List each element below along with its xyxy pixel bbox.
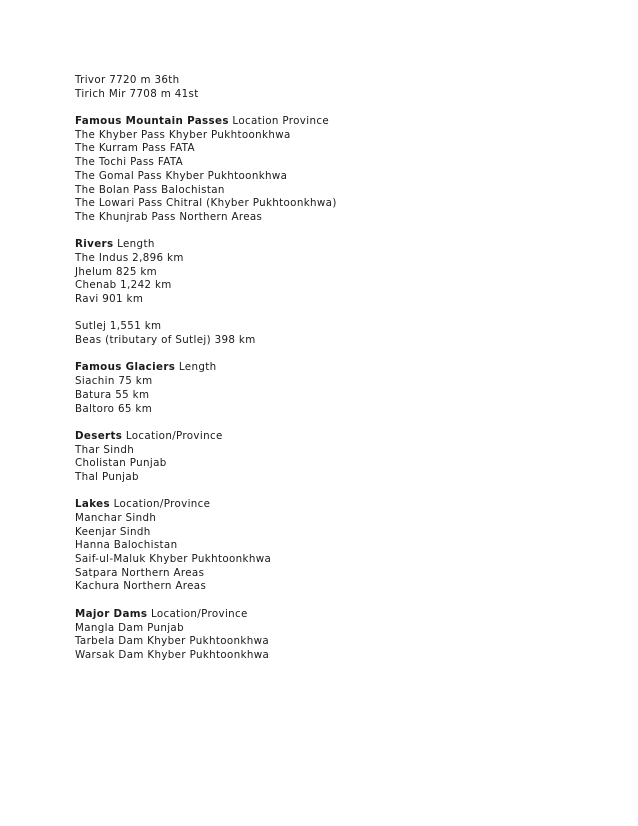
- list-item: Mangla Dam Punjab: [75, 621, 184, 634]
- section-heading: Major Dams: [75, 607, 148, 620]
- spacer: [75, 348, 615, 362]
- list-item: The Bolan Pass Balochistan: [75, 183, 225, 196]
- document-body: [75, 74, 615, 663]
- list-item: The Indus 2,896 km: [75, 251, 184, 264]
- section-heading-line: [75, 608, 615, 622]
- section-subheading: Length: [113, 238, 155, 251]
- spacer: [75, 416, 615, 430]
- section-heading: Deserts: [75, 429, 123, 442]
- list-item: Ravi 901 km: [75, 293, 144, 305]
- list-item: Keenjar Sindh: [75, 525, 151, 538]
- list-item: Sutlej 1,551 km: [75, 320, 162, 333]
- list-item: The Gomal Pass Khyber Pukhtoonkhwa: [75, 169, 288, 182]
- spacer: [75, 307, 615, 321]
- list-item: Beas (tributary of Sutlej) 398 km: [75, 334, 256, 347]
- list-item: Thar Sindh: [75, 443, 135, 456]
- list-item: The Lowari Pass Chitral (Khyber Pukhtoonkhwa): [75, 197, 337, 210]
- list-item: Thal Punjab: [75, 470, 139, 483]
- list-item: Jhelum 825 km: [75, 265, 158, 278]
- section-heading: Famous Glaciers: [75, 361, 176, 374]
- section-subheading: Length: [175, 361, 217, 374]
- list-item: Hanna Balochistan: [75, 539, 178, 552]
- list-item: Baltoro 65 km: [75, 402, 153, 415]
- section-subheading: Location Province: [228, 115, 330, 128]
- list-item: Siachin 75 km: [75, 375, 153, 388]
- spacer: [75, 225, 615, 239]
- list-item: Saif-ul-Maluk Khyber Pukhtoonkhwa: [75, 553, 272, 566]
- list-item: Satpara Northern Areas: [75, 566, 205, 579]
- section-heading: Rivers: [75, 238, 114, 251]
- list-item: Batura 55 km: [75, 388, 150, 401]
- list-item: Warsak Dam Khyber Pukhtoonkhwa: [75, 648, 270, 661]
- list-item: The Khyber Pass Khyber Pukhtoonkhwa: [75, 128, 291, 141]
- intro-line: Trivor 7720 m 36th: [75, 74, 180, 86]
- spacer: [75, 485, 615, 499]
- list-item: Kachura Northern Areas: [75, 580, 207, 593]
- list-item: Tarbela Dam Khyber Pukhtoonkhwa: [75, 635, 270, 648]
- section-heading-line: [75, 430, 615, 444]
- section-subheading: Location/Province: [147, 607, 248, 620]
- section-heading-line: [75, 238, 615, 252]
- intro-line: Tirich Mir 7708 m 41st: [75, 87, 199, 100]
- section-heading-line: [75, 115, 615, 129]
- section-heading-line: [75, 361, 615, 375]
- spacer: [75, 594, 615, 608]
- spacer: [75, 101, 615, 115]
- section-heading: Lakes: [75, 498, 110, 511]
- section-heading-line: [75, 498, 615, 512]
- list-item: The Kurram Pass FATA: [75, 142, 195, 155]
- list-item: Chenab 1,242 km: [75, 279, 172, 292]
- section-subheading: Location/Province: [109, 498, 211, 511]
- section-heading: Famous Mountain Passes: [75, 115, 229, 128]
- list-item: The Khunjrab Pass Northern Areas: [75, 210, 263, 223]
- list-item: Cholistan Punjab: [75, 457, 167, 470]
- list-item: Manchar Sindh: [75, 512, 157, 524]
- list-item: The Tochi Pass FATA: [75, 156, 184, 169]
- section-subheading: Location/Province: [122, 429, 223, 442]
